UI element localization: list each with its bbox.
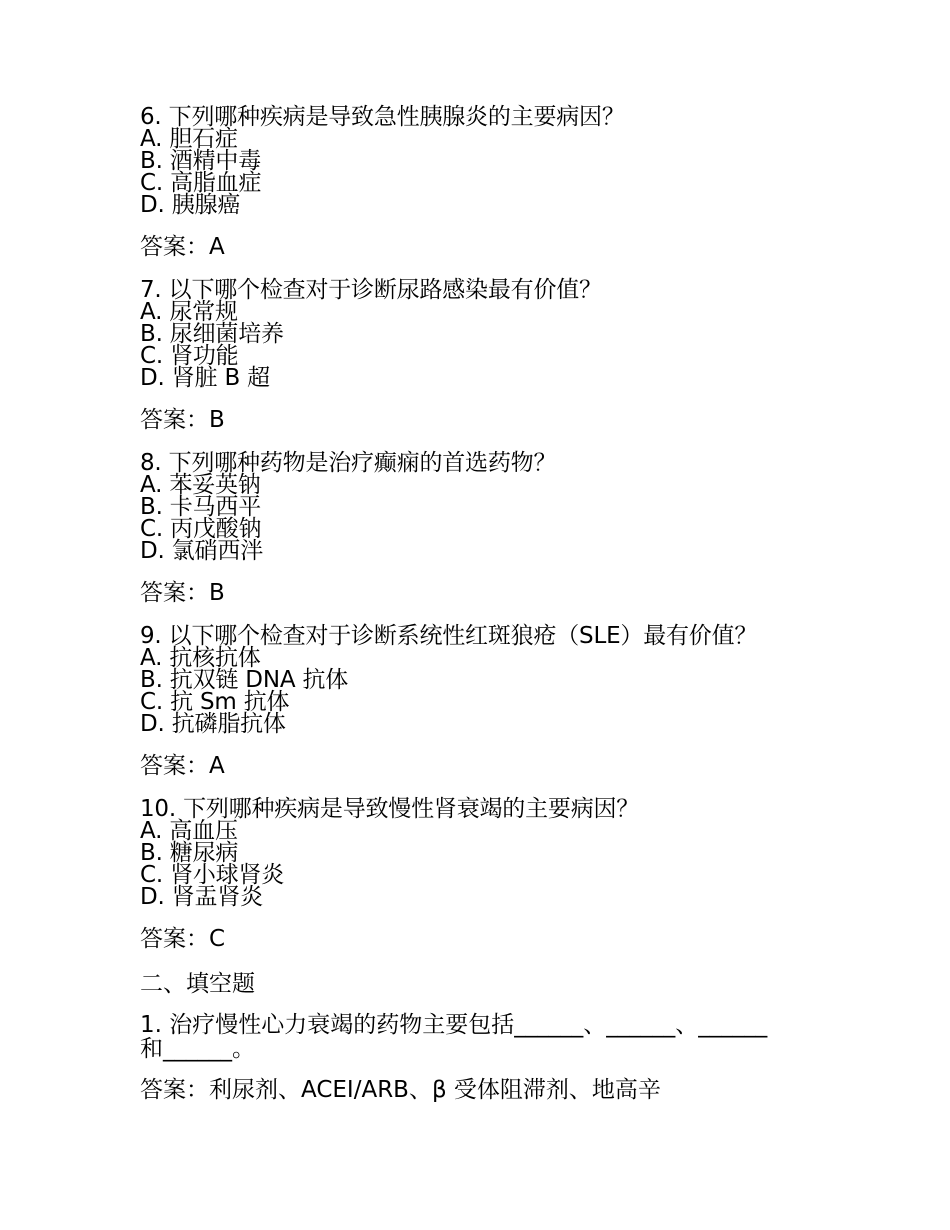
option-a: A. 高血压 bbox=[140, 818, 238, 844]
option-a: A. 抗核抗体 bbox=[140, 645, 261, 671]
question-10 bbox=[140, 798, 820, 952]
section-title: 二、填空题 bbox=[140, 971, 255, 997]
option-d: D. 胰腺癌 bbox=[140, 192, 241, 218]
fill-in-answer: 答案：利尿剂、ACEI/ARB、β 受体阻滞剂、地高辛 bbox=[140, 1077, 661, 1103]
answer-text: 答案：B bbox=[140, 580, 225, 606]
option-d: D. 氯硝西泮 bbox=[140, 538, 263, 564]
question-text: 6. 下列哪种疾病是导致急性胰腺炎的主要病因？ bbox=[140, 104, 625, 130]
option-b: B. 尿细菌培养 bbox=[140, 321, 284, 347]
question-text: 8. 下列哪种药物是治疗癫痫的首选药物？ bbox=[140, 450, 557, 476]
option-c: C. 肾小球肾炎 bbox=[140, 862, 285, 888]
answer-text: 答案：A bbox=[140, 234, 225, 260]
option-b: B. 糖尿病 bbox=[140, 840, 239, 866]
option-a: A. 苯妥英钠 bbox=[140, 472, 261, 498]
document-page bbox=[140, 106, 820, 1103]
option-c: C. 肾功能 bbox=[140, 343, 239, 369]
option-b: B. 抗双链 DNA 抗体 bbox=[140, 667, 349, 693]
option-c: C. 抗 Sm 抗体 bbox=[140, 689, 290, 715]
fill-in-question-line-1: 1. 治疗慢性心力衰竭的药物主要包括______、______、______ bbox=[140, 1012, 768, 1038]
option-d: D. 肾脏 B 超 bbox=[140, 365, 270, 391]
option-c: C. 丙戊酸钠 bbox=[140, 516, 262, 542]
question-8 bbox=[140, 452, 820, 606]
fill-in-question-line-2: 和______。 bbox=[140, 1036, 255, 1062]
option-b: B. 酒精中毒 bbox=[140, 148, 262, 174]
answer-text: 答案：B bbox=[140, 407, 225, 433]
option-c: C. 高脂血症 bbox=[140, 170, 262, 196]
question-text: 7. 以下哪个检查对于诊断尿路感染最有价值？ bbox=[140, 277, 602, 303]
question-text: 10. 下列哪种疾病是导致慢性肾衰竭的主要病因？ bbox=[140, 796, 640, 822]
question-text: 9. 以下哪个检查对于诊断系统性红斑狼疮（SLE）最有价值？ bbox=[140, 623, 758, 649]
question-6 bbox=[140, 106, 820, 260]
fill-in-question-1 bbox=[140, 1013, 820, 1103]
question-7 bbox=[140, 279, 820, 433]
question-9 bbox=[140, 625, 820, 779]
option-d: D. 抗磷脂抗体 bbox=[140, 711, 286, 737]
answer-text: 答案：C bbox=[140, 926, 226, 952]
answer-text: 答案：A bbox=[140, 753, 225, 779]
option-a: A. 尿常规 bbox=[140, 299, 238, 325]
option-a: A. 胆石症 bbox=[140, 126, 238, 152]
option-b: B. 卡马西平 bbox=[140, 494, 262, 520]
option-d: D. 肾盂肾炎 bbox=[140, 884, 263, 910]
